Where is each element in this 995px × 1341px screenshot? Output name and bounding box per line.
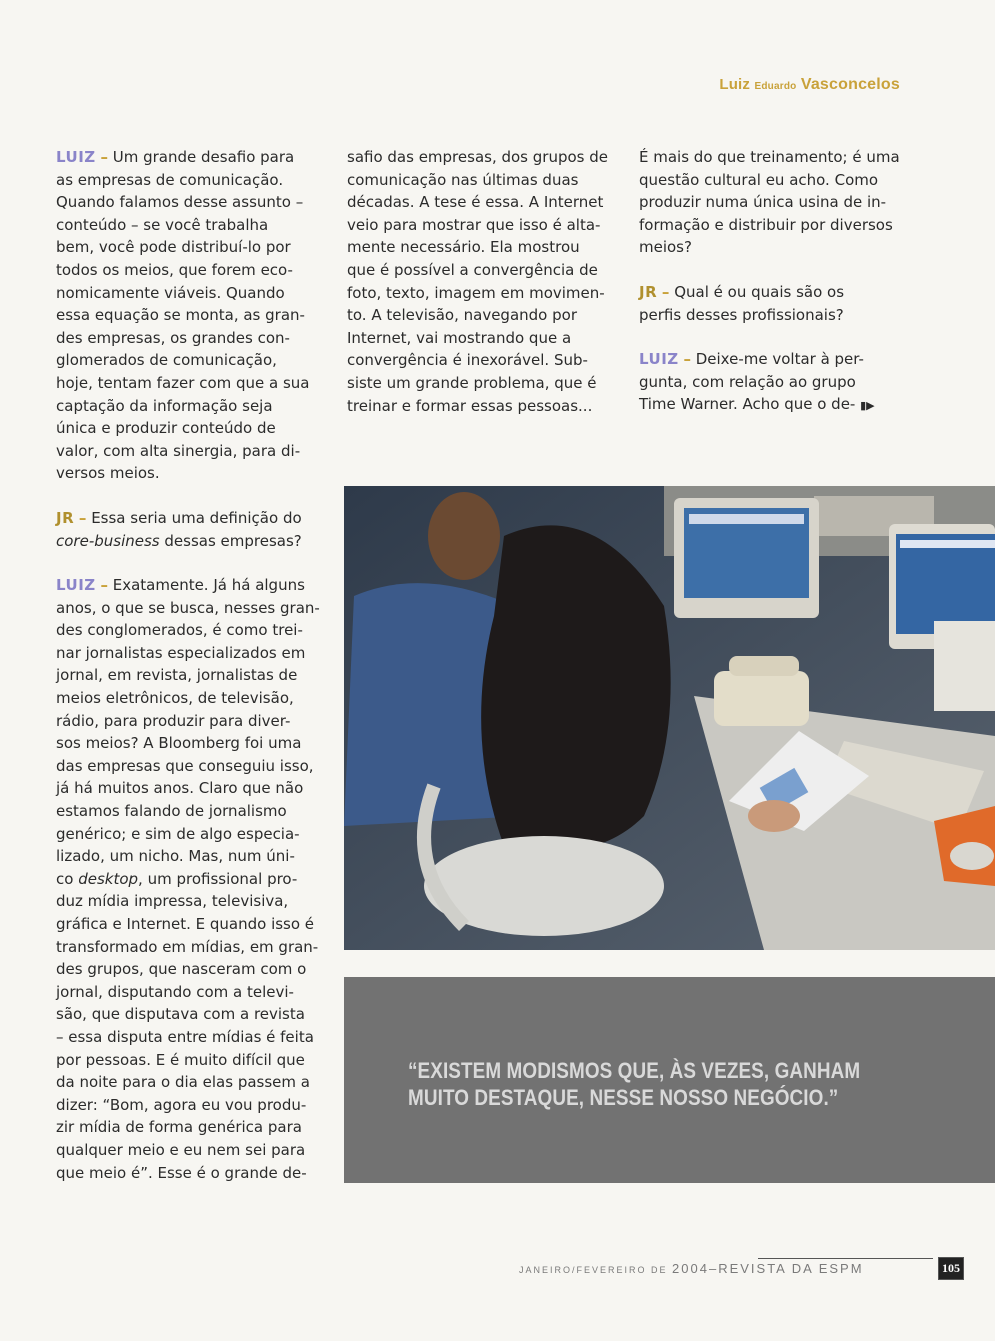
paragraph-continuation: [347, 146, 609, 417]
text-line: jornal, disputando com a televi-: [56, 982, 294, 1001]
text-line: dizer: “Bom, agora eu vou produ-: [56, 1095, 307, 1114]
text-line: – essa disputa entre mídias é feita: [56, 1027, 314, 1046]
text-line: glomerados de comunicação,: [56, 351, 277, 370]
text-line: qualquer meio e eu nem sei para: [56, 1140, 306, 1159]
text-line: são, que disputava com a revista: [56, 1005, 305, 1024]
text-line: jornal, em revista, jornalistas de: [56, 666, 298, 685]
text-column-2: [347, 146, 609, 439]
text-line: Time Warner. Acho que o de-: [639, 395, 856, 414]
paragraph-continuation-2: [639, 146, 901, 259]
paragraph-luiz-2: LUIZ – Exatamente. Já há alguns anos, o que se busca, nesses gran- des conglomerados, é como trei- nar jornalistas especializados em jornal, em revista, jornalistas de meios eletrônicos, de televisão, rádio, para produzir para diver- sos meios? A Bloomberg foi uma das empresas que conseguiu isso, já há muitos anos. Claro que não estamos falando de jornalismo genérico; e sim de algo especia- lizado, um nicho. Mas, num úni- co desktop, um profissional pro- duz mídia impressa, televisiva, gráfica e Internet. E quando isso é transformado em mídias, em gran- des grupos, que nasceram com o jornal, disputando com a televi- são, que disputava com a revista – essa disputa entre mídias é feita por pessoas. E é muito difícil que da noite para o dia elas passem a dizer: “Bom, agora eu vou produ- zir mídia de forma genérica para qualquer meio e eu nem sei para que meio é”. Esse é o grande de-: [56, 574, 318, 1184]
italic-term: core-business: [56, 531, 160, 550]
text-line: captação da informação seja: [56, 396, 273, 415]
italic-term: desktop: [78, 869, 139, 888]
text-line: foto, texto, imagem em movimen-: [347, 283, 605, 302]
text-line: Exatamente. Já há alguns: [112, 576, 305, 595]
footer-issue: [519, 1261, 864, 1276]
text-line: da noite para o dia elas passem a: [56, 1073, 310, 1092]
text-column-1: [56, 146, 318, 1206]
running-head-author: [719, 76, 900, 94]
text-line: lizado, um nicho. Mas, num úni-: [56, 847, 295, 866]
text-line: treinar e formar essas pessoas...: [347, 396, 593, 415]
footer-months: JANEIRO/FEVEREIRO DE: [519, 1265, 668, 1275]
text-line: conteúdo – se você trabalha: [56, 215, 269, 234]
paragraph-jr-2: JR – Qual é ou quais são os perfis desses profissionais?: [639, 281, 901, 326]
text-line: comunicação nas últimas duas: [347, 170, 579, 189]
speaker-label: LUIZ: [56, 576, 96, 595]
text-line: nar jornalistas especializados em: [56, 643, 306, 662]
text-line: bem, você pode distribuí-lo por: [56, 238, 291, 257]
pull-quote-line: “EXISTEM MODISMOS QUE, ÀS VEZES, GANHAM: [408, 1058, 861, 1083]
text-line: Qual é ou quais são os: [674, 282, 845, 301]
text-line: meios eletrônicos, de televisão,: [56, 689, 294, 708]
text-line: convergência é inexorável. Sub-: [347, 351, 588, 370]
text-line: décadas. A tese é essa. A Internet: [347, 193, 604, 212]
newsroom-photo: [344, 486, 995, 950]
text-line: já há muitos anos. Claro que não: [56, 779, 304, 798]
pull-quote: [408, 1057, 890, 1111]
text-line: perfis desses profissionais?: [639, 305, 844, 324]
text-line: por pessoas. E é muito difícil que: [56, 1050, 305, 1069]
text-line: genérico; e sim de algo especia-: [56, 824, 300, 843]
text-line: nomicamente viáveis. Quando: [56, 283, 285, 302]
text-line: des empresas, os grandes con-: [56, 328, 290, 347]
text-line: formação e distribuir por diversos: [639, 215, 893, 234]
text-line: mente necessário. Ela mostrou: [347, 238, 580, 257]
text-line: Deixe-me voltar à per-: [695, 350, 864, 369]
text-line: que meio é”. Esse é o grande de-: [56, 1163, 307, 1182]
footer-rule: [758, 1258, 933, 1259]
text-line: única e produzir conteúdo de: [56, 419, 276, 438]
text-line: Essa seria uma definição do: [91, 508, 302, 527]
pull-quote-line: MUITO DESTAQUE, NESSE NOSSO NEGÓCIO.”: [408, 1085, 839, 1110]
text-line: hoje, tentam fazer com que a sua: [56, 373, 310, 392]
text-line: safio das empresas, dos grupos de: [347, 148, 608, 166]
text-line: todos os meios, que forem eco-: [56, 260, 293, 279]
text-line: zir mídia de forma genérica para: [56, 1118, 302, 1137]
text-line: rádio, para produzir para diver-: [56, 711, 291, 730]
speaker-label: JR: [639, 282, 658, 301]
author-first-name: Luiz: [719, 76, 751, 93]
paragraph-luiz-1: LUIZ – Um grande desafio para as empresas de comunicação. Quando falamos desse assunto – conteúdo – se você trabalha bem, você pode distribuí-lo por todos os meios, que forem eco- nomicamente viáveis. Quando essa equação se monta, as gran- des empresas, os grandes con- glomerados de comunicação, hoje, tentam fazer com que a sua captação da informação seja única e produzir conteúdo de valor, com alta sinergia, para di- versos meios.: [56, 146, 318, 485]
text-line: transformado em mídias, em gran-: [56, 937, 319, 956]
continue-arrow-icon: ▮▶: [860, 399, 875, 413]
text-line: des conglomerados, é como trei-: [56, 621, 303, 640]
text-line: siste um grande problema, que é: [347, 373, 597, 392]
text-line: produzir numa única usina de in-: [639, 193, 887, 212]
text-line: É mais do que treinamento; é uma: [639, 148, 900, 166]
text-line: co: [56, 869, 79, 888]
text-line: , um profissional pro-: [138, 869, 298, 888]
author-last-name: Vasconcelos: [800, 76, 900, 93]
speaker-label: JR: [56, 508, 75, 527]
speaker-label: LUIZ: [639, 350, 679, 369]
text-line: sos meios? A Bloomberg foi uma: [56, 734, 302, 753]
text-line: Um grande desafio para: [112, 148, 295, 166]
text-line: veio para mostrar que isso é alta-: [347, 215, 601, 234]
text-line: versos meios.: [56, 464, 160, 483]
newsroom-photo-illustration: [344, 486, 995, 950]
page-number: 105: [938, 1257, 964, 1280]
text-line: das empresas que conseguiu isso,: [56, 756, 314, 775]
pull-quote-box: [344, 977, 995, 1183]
footer-magazine: 2004–REVISTA DA ESPM: [672, 1261, 864, 1276]
text-line: to. A televisão, navegando por: [347, 306, 577, 325]
text-line: Quando falamos desse assunto –: [56, 193, 304, 212]
text-line: des grupos, que nasceram com o: [56, 960, 307, 979]
text-line: gunta, com relação ao grupo: [639, 372, 856, 391]
text-line: valor, com alta sinergia, para di-: [56, 441, 301, 460]
text-line: gráfica e Internet. E quando isso é: [56, 915, 315, 933]
text-line: meios?: [639, 238, 692, 257]
speaker-label: LUIZ: [56, 148, 96, 166]
text-line: anos, o que se busca, nesses gran-: [56, 598, 320, 617]
text-line: estamos falando de jornalismo: [56, 802, 287, 821]
text-line: essa equação se monta, as gran-: [56, 306, 305, 325]
paragraph-jr-1: JR – Essa seria uma definição do core-business dessas empresas?: [56, 508, 302, 550]
text-line: Internet, vai mostrando que a: [347, 328, 572, 347]
text-line: duz mídia impressa, televisiva,: [56, 892, 289, 911]
text-line: questão cultural eu acho. Como: [639, 170, 879, 189]
text-column-3: [639, 146, 901, 440]
text-line: que é possível a convergência de: [347, 260, 598, 279]
text-line: dessas empresas?: [159, 531, 302, 550]
text-line: as empresas de comunicação.: [56, 170, 284, 189]
author-middle-name: Eduardo: [754, 81, 797, 92]
paragraph-luiz-3: LUIZ – Deixe-me voltar à per- gunta, com relação ao grupo Time Warner. Acho que o de- ▮▶: [639, 348, 901, 418]
